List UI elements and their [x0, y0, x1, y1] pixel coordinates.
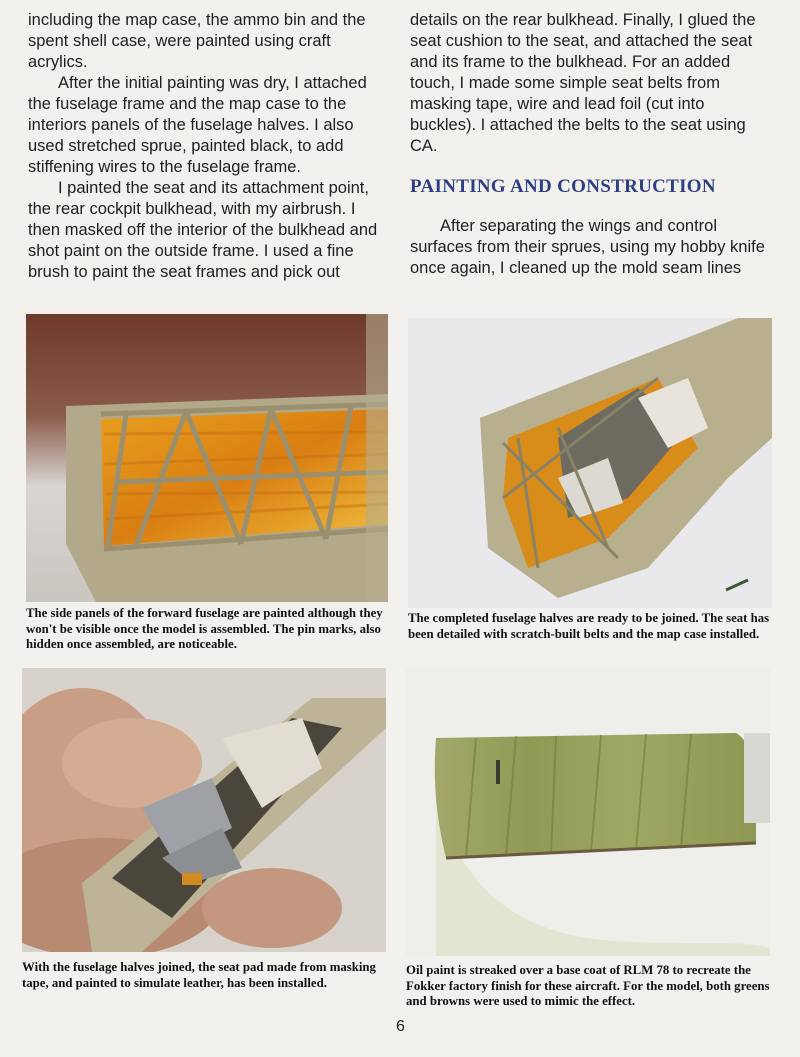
caption-photo-1: The side panels of the forward fuselage are painted although they won't be visible once the model is assembled. The pin marks, also hidden once assembled, are noticeable. [26, 606, 383, 651]
section-heading: PAINTING AND CONSTRUCTION [410, 176, 716, 197]
left-paragraph-3: I painted the seat and its attachment point, the rear cockpit bulkhead, with my airbrush. I then masked off the interior of the bulkhead and shot paint on the outside frame. I used a fine brush to paint the seat frames and pick out [28, 179, 378, 281]
right-paragraph-2: After separating the wings and control surfaces from their sprues, using my hobby knife once again, I cleaned up the mold seam lines [410, 217, 765, 277]
page-number: 6 [396, 1018, 405, 1035]
photo-streaked-wing [406, 668, 770, 956]
completed-fuselage-image [408, 318, 772, 608]
fuselage-side-panel-image [26, 314, 388, 602]
caption-photo-4: Oil paint is streaked over a base coat of RLM 78 to recreate the Fokker factory finish for these aircraft. For the model, both greens and browns were used to mimic the effect. [406, 963, 770, 1008]
left-text-column [28, 10, 386, 283]
left-paragraph-2: After the initial painting was dry, I attached the fuselage frame and the map case to the interiors panels of the fuselage halves. I also used stretched sprue, painted black, to add stiffening wires to the fuselage frame. [28, 74, 367, 176]
photo-completed-fuselage [408, 318, 772, 608]
joined-fuselage-image [22, 668, 386, 952]
right-paragraph-1: details on the rear bulkhead. Finally, I glued the seat cushion to the seat, and attached the seat and its frame to the bulkhead. For an added touch, I made some simple seat belts from masking tape, wire and lead foil (cut into buckles). I attached the belts to the seat using CA. [410, 11, 756, 155]
streaked-wing-image [406, 668, 770, 956]
left-paragraph-1: including the map case, the ammo bin and the spent shell case, were painted using craft acrylics. [28, 11, 366, 71]
photo-fuselage-side-panel [26, 314, 388, 602]
right-text-column [410, 10, 774, 279]
photo-joined-fuselage [22, 668, 386, 952]
caption-photo-2: The completed fuselage halves are ready to be joined. The seat has been detailed with scratch-built belts and the map case installed. [408, 611, 770, 641]
caption-photo-3: With the fuselage halves joined, the seat pad made from masking tape, and painted to simulate leather, has been installed. [22, 960, 376, 990]
